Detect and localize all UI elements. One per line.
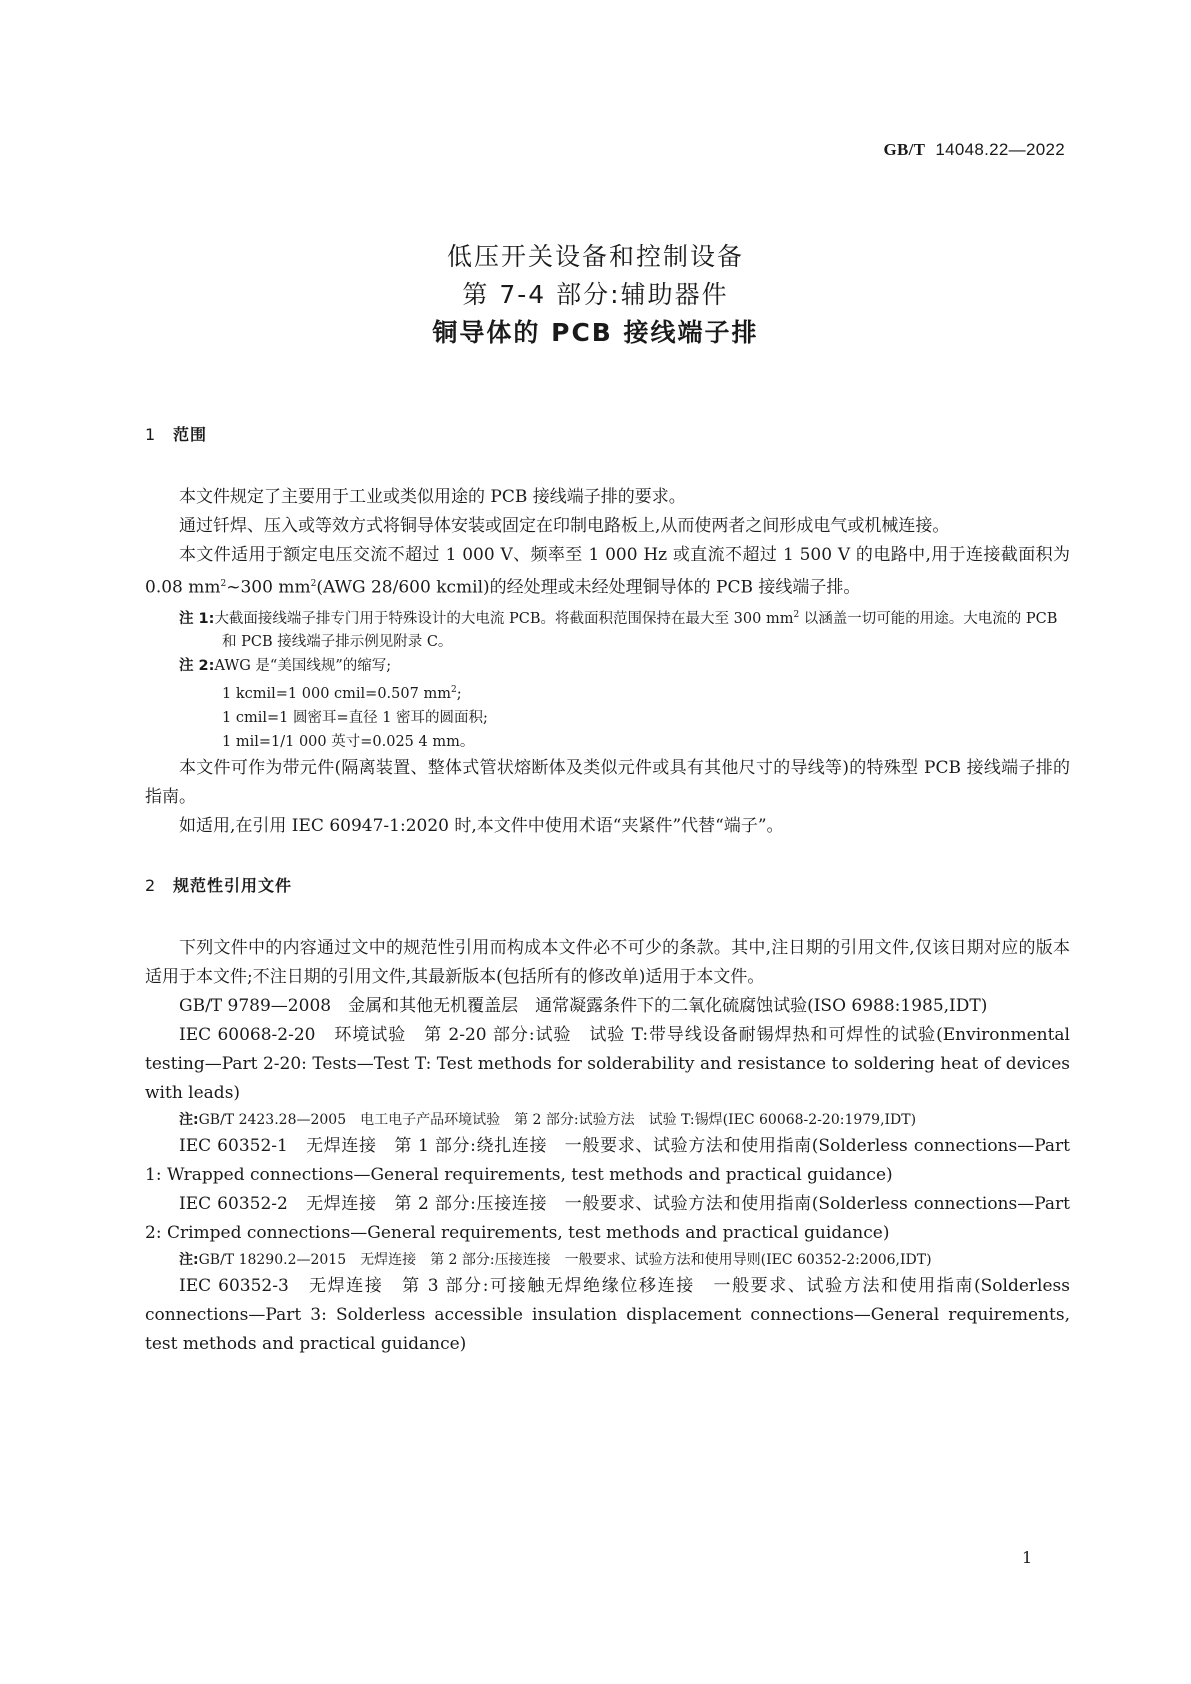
reference-note: 注:GB/T 2423.28—2005 电工电子产品环境试验 第 2 部分:试验方法 试验 T:锡焊(IEC 60068-2-20:1979,IDT) xyxy=(179,1112,917,1129)
paragraph: 下列文件中的内容通过文中的规范性引用而构成本文件必不可少的条款。其中,注日期的引用文件,仅该日期对应的版本适用于本文件;不注日期的引用文件,其最新版本(包括所有的修改单)适用于本文件。 xyxy=(145,938,1070,988)
paragraph: 通过钎焊、压入或等效方式将铜导体安装或固定在印制电路板上,从而使两者之间形成电气或机械连接。 xyxy=(179,516,950,536)
paragraph: 本文件规定了主要用于工业或类似用途的 PCB 接线端子排的要求。 xyxy=(179,487,686,507)
reference-entry: GB/T 9789—2008 金属和其他无机覆盖层 通常凝露条件下的二氧化硫腐蚀试验(ISO 6988:1985,IDT) xyxy=(179,996,988,1017)
section-2-heading xyxy=(145,871,1070,900)
note-2: 注 2:AWG 是“美国线规”的缩写; 1 kcmil=1 000 cmil=0.507 $mm^2$; 1 cmil=1 圆密耳=直径 1 密耳的圆面积; 1 mil=1/1 000 英寸=0.025 4 mm。 xyxy=(179,658,488,751)
title-line-1: 低压开关设备和控制设备 xyxy=(446,242,744,271)
section-number: 2 xyxy=(145,876,157,896)
section-1-heading xyxy=(145,420,1070,449)
note-label: 注 2: xyxy=(179,658,215,675)
section-title: 范围 xyxy=(173,425,208,444)
note-label: 注 1: xyxy=(179,610,215,627)
document-body xyxy=(145,420,1070,1359)
standard-number xyxy=(884,140,1066,160)
page-number: 1 xyxy=(1022,1548,1033,1567)
section-number: 1 xyxy=(145,425,157,444)
section-title: 规范性引用文件 xyxy=(173,876,293,896)
title-line-2: 第 7-4 部分:辅助器件 xyxy=(462,280,729,309)
standard-code: 14048.22—2022 xyxy=(935,140,1065,159)
reference-entry: IEC 60352-3 无焊连接 第 3 部分:可接触无焊绝缘位移连接 一般要求、试验方法和使用指南(Solderless connections—Part 3: Solderless accessible insulation displacement connections—General requirements, test methods and practical guidance) xyxy=(145,1276,1070,1355)
paragraph: 本文件可作为带元件(隔离装置、整体式管状熔断体及类似元件或具有其他尺寸的导线等)的特殊型 PCB 接线端子排的指南。 xyxy=(145,758,1070,808)
document-title xyxy=(0,238,1191,352)
reference-note: 注:GB/T 18290.2—2015 无焊连接 第 2 部分:压接连接 一般要求、试验方法和使用导则(IEC 60352-2:2006,IDT) xyxy=(179,1252,932,1269)
note-1: 注 1:大截面接线端子排专门用于特殊设计的大电流 PCB。将截面积范围保持在最大至 300 $mm^2$ 以涵盖一切可能的用途。大电流的 PCB 和 PCB 接线端子排示例见附录 C。 xyxy=(179,609,1058,651)
reference-entry: IEC 60352-1 无焊连接 第 1 部分:绕扎连接 一般要求、试验方法和使用指南(Solderless connections—Part 1: Wrapped connections—General requirements, test methods and practical guidance) xyxy=(145,1136,1070,1186)
standard-prefix: GB/T xyxy=(883,140,926,159)
reference-entry: IEC 60068-2-20 环境试验 第 2-20 部分:试验 试验 T:带导线设备耐锡焊热和可焊性的试验(Environmental testing—Part 2-20: Tests—Test T: Test methods for solderability and resistance to soldering heat of devices with leads) xyxy=(145,1025,1070,1104)
title-line-3: 铜导体的 PCB 接线端子排 xyxy=(432,318,759,347)
paragraph: 如适用,在引用 IEC 60947-1:2020 时,本文件中使用术语“夹紧件”代替“端子”。 xyxy=(179,816,784,837)
paragraph: 本文件适用于额定电压交流不超过 1 000 V、频率至 1 000 Hz 或直流不超过 1 500 V 的电路中,用于连接截面积为 0.08 $mm^2\sim 300$ $mm^2(AWG$ 28/600 kcmil)的经处理或未经处理铜导体的 PCB 接线端子排。 xyxy=(145,545,1070,598)
reference-entry: IEC 60352-2 无焊连接 第 2 部分:压接连接 一般要求、试验方法和使用指南(Solderless connections—Part 2: Crimped connections—General requirements, test methods and practical guidance) xyxy=(145,1194,1070,1244)
